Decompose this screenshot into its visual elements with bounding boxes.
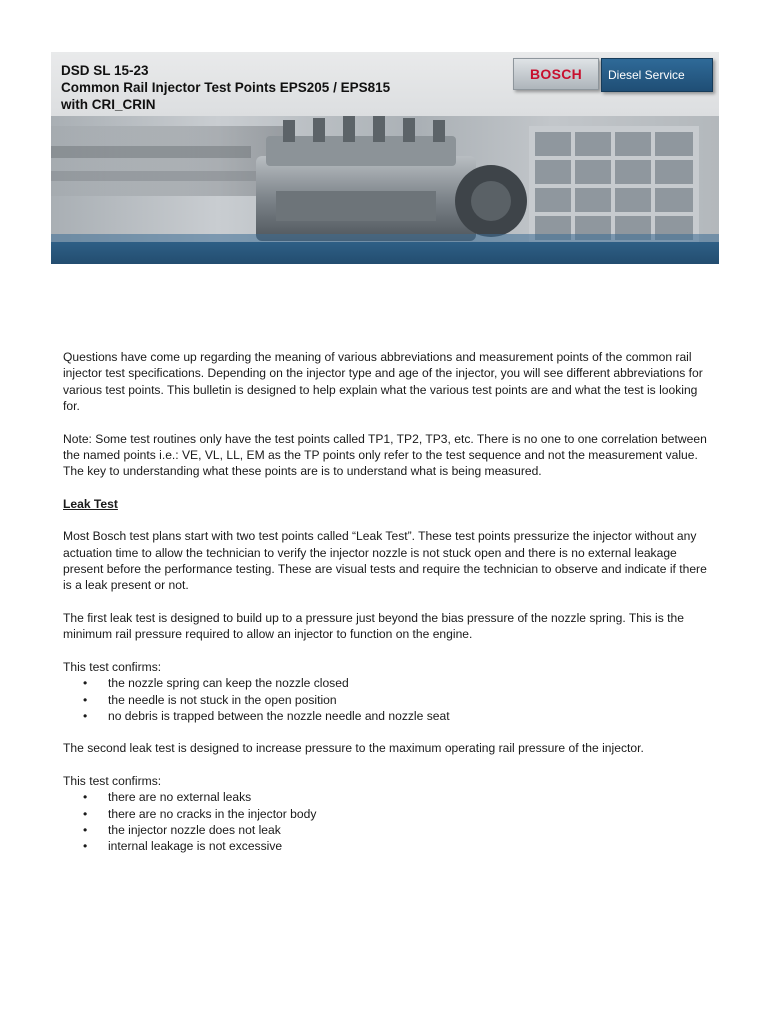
title-line-1: DSD SL 15-23 (61, 63, 149, 78)
injector-pump-illustration (256, 116, 527, 241)
list-item: • no debris is trapped between the nozzle needle and nozzle seat (108, 708, 713, 724)
confirms-list-1 (63, 675, 713, 724)
confirms-label-2: This test confirms: (63, 773, 162, 788)
second-leak-test-paragraph: The second leak test is designed to increase pressure to the maximum operating rail pressure of the injector. (63, 741, 644, 756)
list-item: • there are no external leaks (108, 789, 713, 805)
confirms-list-2 (63, 789, 713, 855)
list-item: • there are no cracks in the injector body (108, 806, 713, 822)
diesel-service-text: Diesel Service (608, 68, 685, 82)
title-line-2: Common Rail Injector Test Points EPS205 / EPS815 (61, 80, 391, 95)
header-banner (51, 52, 719, 264)
bosch-logo-text: BOSCH (529, 66, 583, 82)
list-item: • internal leakage is not excessive (108, 838, 713, 854)
leak-test-intro: Most Bosch test plans start with two test points called “Leak Test”. These test points pressurize the injector without any actuation time to allow the technician to verify the injector nozzle is not stuck open and there is no external leakage present before the performance testing. These are visual tests and require the technician to observe and indicate if there is a leak present or not. (63, 529, 707, 593)
list-item: • the nozzle spring can keep the nozzle closed (108, 675, 713, 691)
confirms-label-1: This test confirms: (63, 659, 162, 674)
intro-paragraph: Questions have come up regarding the meaning of various abbreviations and measurement points of the common rail injector test specifications. Depending on the injector type and age of the injector, you will see different abbreviations for various test points. This bulletin is designed to help explain what the various test points are and what the test is looking for. (63, 350, 703, 414)
bulletin-body (63, 349, 713, 871)
note-paragraph: Note: Some test routines only have the test points called TP1, TP2, TP3, etc. There is no one to one correlation between the named points i.e.: VE, VL, LL, EM as the TP points only refer to the test sequence and not the measurement value. The key to understanding what these points are is to understand what is being measured. (63, 431, 707, 479)
bosch-logo (513, 58, 599, 90)
diesel-service-logo (601, 58, 713, 92)
banner-blue-stripe (51, 242, 719, 264)
list-item: • the injector nozzle does not leak (108, 822, 713, 838)
list-item: • the needle is not stuck in the open position (108, 692, 713, 708)
document-title (61, 62, 390, 113)
banner-accent-stripe (51, 234, 719, 242)
leak-test-heading: Leak Test (63, 496, 118, 511)
first-leak-test-paragraph: The first leak test is designed to build up to a pressure just beyond the bias pressure of the nozzle spring. This is the minimum rail pressure required to allow an injector to function on the engine. (63, 610, 684, 642)
title-line-3: with CRI_CRIN (61, 97, 156, 112)
